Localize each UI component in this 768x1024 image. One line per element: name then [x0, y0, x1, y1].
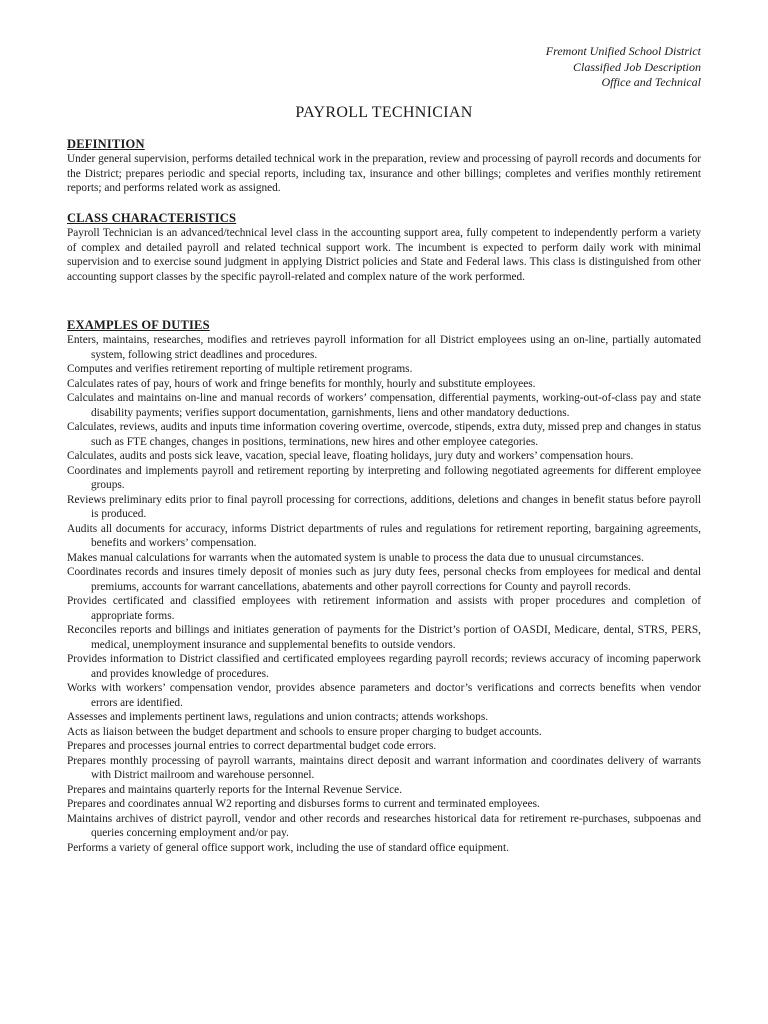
- duty-item: Prepares monthly processing of payroll warrants, maintains direct deposit and warrant information and coordinates delivery of warrants with District mailroom and warehouse personnel.: [67, 754, 701, 781]
- duty-item: Acts as liaison between the budget department and schools to ensure proper charging to budget accounts.: [67, 725, 542, 738]
- duty-item: Provides certificated and classified employees with retirement information and assists with proper procedures and completion of appropriate forms.: [67, 595, 701, 622]
- duty-item: Works with workers’ compensation vendor, provides absence parameters and doctor’s verifications and corrects benefits when vendor errors are identified.: [67, 682, 701, 709]
- duties-section: [67, 318, 701, 855]
- header-classification: Classified Job Description: [573, 59, 701, 74]
- duty-item: Calculates and maintains on-line and manual records of workers’ compensation, differential payments, working-out-of-class pay and state disability payments; verifies support documentation, garnishments, liens and other mandatory deductions.: [67, 392, 701, 419]
- duty-item: Prepares and coordinates annual W2 reporting and disburses forms to current and terminated employees.: [67, 798, 540, 810]
- duty-item: Reconciles reports and billings and initiates generation of payments for the District’s portion of OASDI, Medicare, dental, STRS, PERS, medical, unemployment insurance and supplemental benefits to outside vendors.: [67, 624, 701, 651]
- duty-item: Prepares and processes journal entries to correct departmental budget code errors.: [67, 740, 437, 752]
- duty-item: Enters, maintains, researches, modifies and retrieves payroll information for all District employees using an on-line, partially automated system, following strict deadlines and procedures.: [67, 334, 701, 361]
- definition-heading: DEFINITION: [67, 137, 145, 151]
- duty-item: Calculates, reviews, audits and inputs time information covering overtime, overcode, stipends, extra duty, missed prep and changes in status such as FTE changes, changes in positions, terminations, new hires and other employee categories.: [67, 421, 701, 448]
- definition-section: [67, 137, 701, 196]
- duties-heading: EXAMPLES OF DUTIES: [67, 318, 210, 332]
- duty-item: Coordinates records and insures timely deposit of monies such as jury duty fees, personal checks from employees for medical and dental premiums, accounts for warrant cancellations, abatements and other payroll corrections for County and payroll records.: [67, 566, 701, 593]
- duty-item: Prepares and maintains quarterly reports for the Internal Revenue Service.: [67, 783, 403, 796]
- document-header: [301, 44, 701, 91]
- header-district: Fremont Unified School District: [545, 44, 701, 58]
- header-category: Office and Technical: [601, 75, 701, 89]
- class-characteristics-section: [67, 211, 701, 284]
- duty-item: Calculates, audits and posts sick leave, vacation, special leave, floating holidays, jury duty and workers’ compensation hours.: [67, 450, 634, 462]
- class-characteristics-heading: CLASS CHARACTERISTICS: [67, 211, 237, 225]
- page-title: PAYROLL TECHNICIAN: [295, 104, 473, 121]
- duties-list: [67, 333, 701, 855]
- duty-item: Calculates rates of pay, hours of work and fringe benefits for monthly, hourly and substitute employees.: [67, 377, 536, 390]
- duty-item: Computes and verifies retirement reporting of multiple retirement programs.: [67, 363, 413, 375]
- duty-item: Audits all documents for accuracy, informs District departments of rules and regulations for retirement reporting, bargaining agreements, benefits and workers’ compensation.: [67, 522, 701, 549]
- definition-text: Under general supervision, performs detailed technical work in the preparation, review and processing of payroll records and documents for the District; prepares periodic and special reports, including tax, insurance and other billings; completes and verifies monthly retirement reports; and performs related work as assigned.: [67, 153, 701, 195]
- duty-item: Maintains archives of district payroll, vendor and other records and researches historical data for retirement re-purchases, subpoenas and queries concerning employment and/or pay.: [67, 812, 701, 839]
- duty-item: Performs a variety of general office support work, including the use of standard office equipment.: [67, 841, 509, 854]
- duty-item: Assesses and implements pertinent laws, regulations and union contracts; attends workshops.: [67, 711, 489, 723]
- duty-item: Provides information to District classified and certificated employees regarding payroll records; reviews accuracy of incoming paperwork and provides knowledge of procedures.: [67, 653, 701, 680]
- class-characteristics-text: Payroll Technician is an advanced/technical level class in the accounting support area, fully competent to independently perform a variety of complex and detailed payroll and related technical support work. The incumbent is expected to perform daily work with minimal supervision and to exercise sound judgment in applying District policies and State and Federal laws. This class is distinguished from other accounting support classes by the specific payroll-related and complex nature of the work performed.: [67, 227, 701, 283]
- duty-item: Makes manual calculations for warrants when the automated system is unable to process the data due to unusual circumstances.: [67, 551, 644, 564]
- duty-item: Reviews preliminary edits prior to final payroll processing for corrections, additions, deletions and changes in benefit status before payroll is produced.: [67, 493, 701, 520]
- duty-item: Coordinates and implements payroll and retirement reporting by interpreting and following negotiated agreements for different employee groups.: [67, 464, 701, 491]
